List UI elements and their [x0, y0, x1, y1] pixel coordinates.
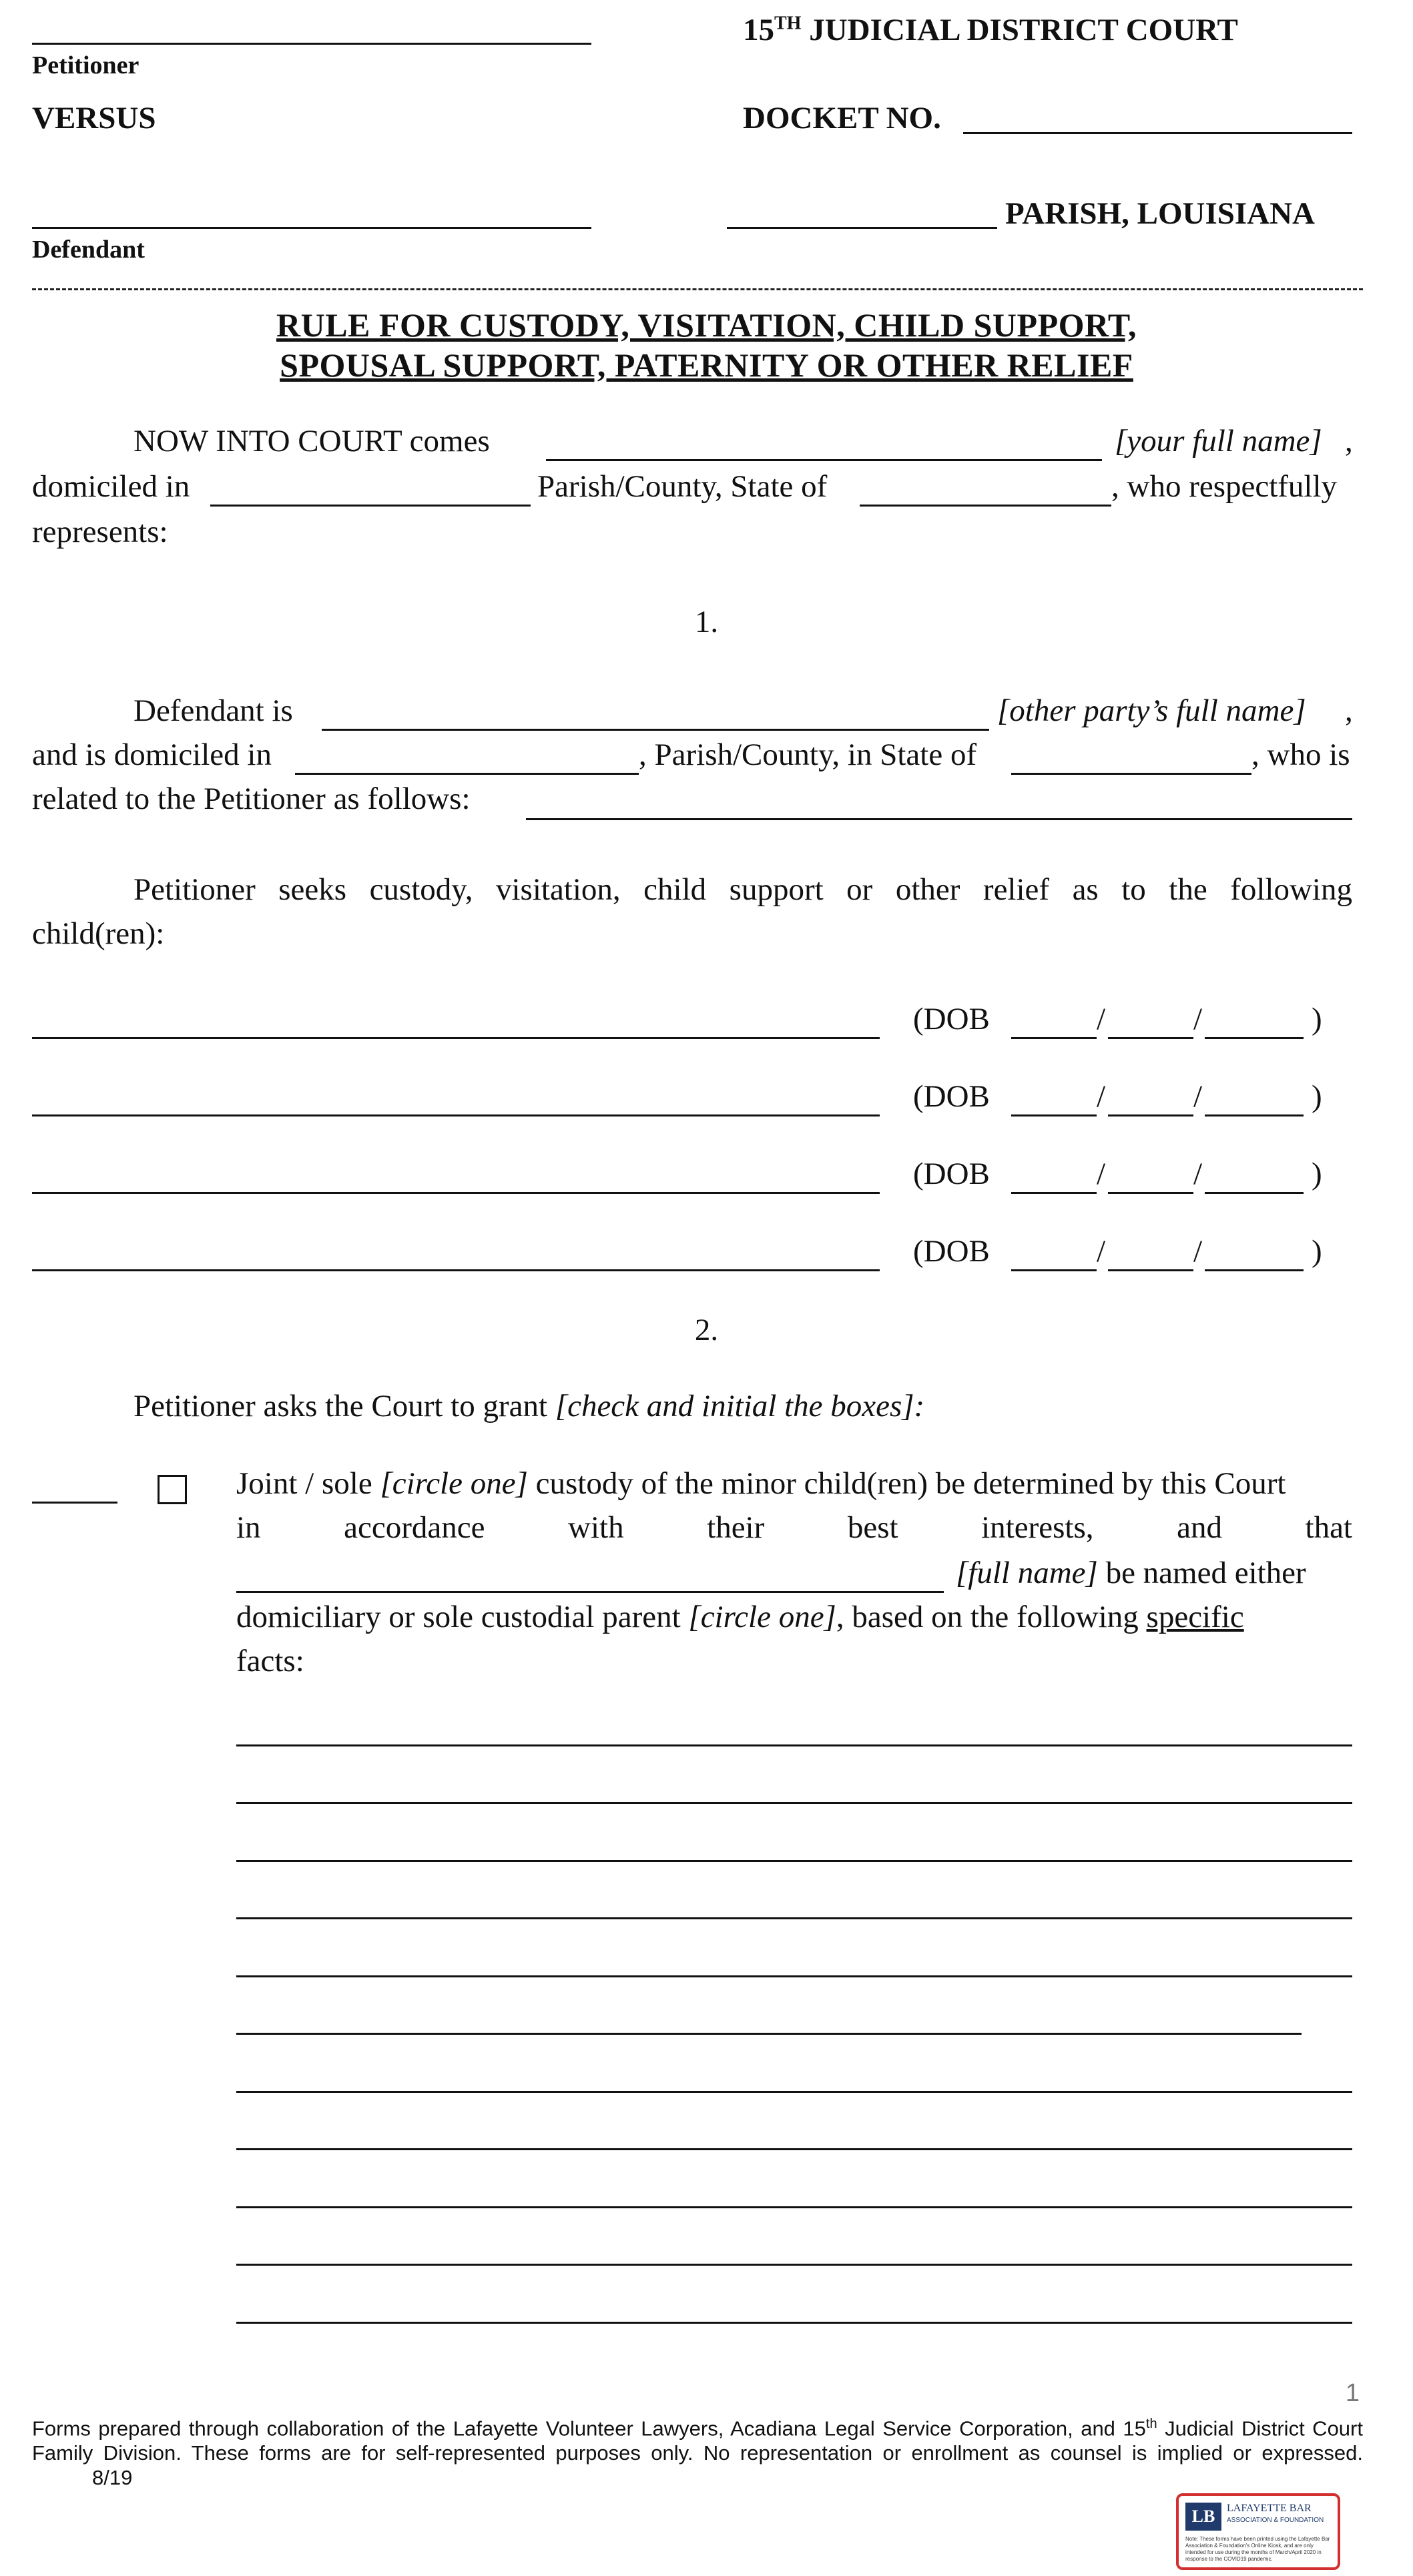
dob-month-line[interactable] — [1011, 1114, 1097, 1116]
facts-line[interactable] — [236, 2091, 1352, 2093]
represents-text: represents: — [32, 515, 168, 549]
be-named-text: be named either — [1105, 1556, 1306, 1590]
your-full-name-line[interactable] — [546, 459, 1102, 461]
full-name-hint: [full name] — [956, 1556, 1098, 1590]
initials-line[interactable] — [32, 1502, 117, 1504]
parish-louisiana-label: PARISH, LOUISIANA — [1005, 196, 1315, 231]
footer-text-1: Forms prepared through collaboration of the Lafayette Volunteer Lawyers, Acadiana Legal Service Corporation, and 15 — [32, 2417, 1146, 2441]
facts-line[interactable] — [236, 1860, 1352, 1862]
dob-label: (DOB — [913, 1002, 990, 1036]
dob-slash: / — [1097, 1157, 1106, 1191]
seeks-relief-text: Petitioner seeks custody, visitation, child support or other relief as to the following — [133, 872, 1352, 907]
court-title — [743, 12, 1238, 48]
other-party-name-line[interactable] — [322, 729, 989, 731]
child-name-line[interactable] — [32, 1192, 880, 1194]
header-divider — [32, 288, 1363, 290]
accordance-line — [236, 1510, 1352, 1546]
facts-line[interactable] — [236, 2322, 1352, 2324]
facts-line[interactable] — [236, 2264, 1352, 2266]
footer-sup: th — [1145, 2417, 1157, 2431]
defendant-label: Defendant — [32, 236, 145, 264]
comma-2: , — [1345, 693, 1353, 728]
dob-day-line[interactable] — [1108, 1269, 1193, 1271]
dob-label: (DOB — [913, 1157, 990, 1191]
accordance-word: in — [236, 1510, 261, 1545]
dob-close: ) — [1312, 1079, 1322, 1114]
facts-line[interactable] — [236, 2206, 1352, 2208]
defendant-is-text: Defendant is — [133, 693, 293, 728]
stamp-note: Note: These forms have been printed using the Lafayette Bar Association & Foundation's Online Kiosk, and are only intended for use during the months of March/April 2020 in response to the COVID19 pandemic. — [1185, 2536, 1330, 2562]
dob-slash: / — [1193, 1157, 1203, 1191]
dob-day-line[interactable] — [1108, 1114, 1193, 1116]
dob-slash: / — [1193, 1234, 1203, 1269]
facts-line[interactable] — [236, 1917, 1352, 1919]
parish-in-state-text: , Parish/County, in State of — [639, 737, 977, 772]
who-respectfully-text: , who respectfully — [1111, 469, 1338, 504]
accordance-word: interests, — [981, 1510, 1094, 1545]
accordance-word: that — [1305, 1510, 1352, 1545]
domicile-parish-line[interactable] — [210, 505, 531, 507]
dob-year-line[interactable] — [1205, 1192, 1304, 1194]
facts-line[interactable] — [236, 1975, 1352, 1977]
form-title-line1: RULE FOR CUSTODY, VISITATION, CHILD SUPPORT, — [276, 306, 1137, 344]
domiciliary-text: domiciliary or sole custodial parent — [236, 1600, 681, 1634]
court-number: 15 — [743, 13, 774, 47]
parish-county-state-text: Parish/County, State of — [537, 469, 828, 504]
domiciliary-line — [236, 1599, 1244, 1635]
dob-close: ) — [1312, 1002, 1322, 1036]
joint-sole-line — [236, 1466, 1286, 1502]
dob-slash: / — [1097, 1234, 1106, 1269]
dob-year-line[interactable] — [1205, 1114, 1304, 1116]
facts-line[interactable] — [236, 1802, 1352, 1804]
parish-name-line[interactable] — [727, 227, 997, 229]
defendant-name-line[interactable] — [32, 227, 591, 229]
based-on-text: , based on the following — [836, 1600, 1139, 1634]
dob-month-line[interactable] — [1011, 1037, 1097, 1039]
who-is-text: , who is — [1251, 737, 1350, 772]
footer-date: 8/19 — [92, 2466, 133, 2490]
accordance-word: their — [707, 1510, 765, 1545]
your-full-name-hint: [your full name] — [1115, 424, 1322, 458]
facts-label: facts: — [236, 1644, 304, 1678]
specific-text: specific — [1146, 1600, 1244, 1634]
dob-close: ) — [1312, 1234, 1322, 1269]
check-initial-hint: [check and initial the boxes]: — [555, 1389, 925, 1423]
relationship-line[interactable] — [526, 818, 1352, 820]
form-title-line2: SPOUSAL SUPPORT, PATERNITY OR OTHER RELIEF — [280, 346, 1133, 384]
defendant-state-line[interactable] — [1011, 773, 1251, 775]
asks-court-plain: Petitioner asks the Court to grant — [133, 1389, 548, 1423]
dob-slash: / — [1097, 1002, 1106, 1036]
facts-line[interactable] — [236, 1744, 1352, 1746]
full-name-line — [956, 1555, 1306, 1591]
dob-year-line[interactable] — [1205, 1269, 1304, 1271]
accordance-word: best — [847, 1510, 898, 1545]
child-name-line[interactable] — [32, 1037, 880, 1039]
child-name-line[interactable] — [32, 1269, 880, 1271]
lafayette-bar-stamp — [1176, 2493, 1340, 2570]
petitioner-label: Petitioner — [32, 51, 139, 79]
accordance-word: with — [568, 1510, 624, 1545]
custodial-parent-name-line[interactable] — [236, 1591, 944, 1593]
now-into-court-text: NOW INTO COURT comes — [133, 424, 490, 458]
dob-year-line[interactable] — [1205, 1037, 1304, 1039]
accordance-word: accordance — [344, 1510, 485, 1545]
dob-close: ) — [1312, 1157, 1322, 1191]
court-superscript: TH — [774, 13, 802, 34]
custody-text: custody of the minor child(ren) be determined by this Court — [535, 1466, 1286, 1501]
comma-1: , — [1345, 424, 1353, 458]
footer-text-2: Judicial District Court Family Division. These forms are for self-represented purposes only. No representation or enrollment as counsel is implied or expressed. — [32, 2417, 1363, 2465]
lafayette-bar-org — [1227, 2503, 1324, 2527]
org-line-2: ASSOCIATION & FOUNDATION — [1227, 2517, 1324, 2524]
dob-month-line[interactable] — [1011, 1192, 1097, 1194]
versus-label: VERSUS — [32, 101, 156, 135]
joint-sole-text: Joint / sole — [236, 1466, 372, 1501]
asks-court-text — [133, 1388, 924, 1424]
docket-label: DOCKET NO. — [743, 101, 941, 135]
child-name-line[interactable] — [32, 1114, 880, 1116]
facts-line[interactable] — [236, 2148, 1352, 2150]
other-party-hint: [other party’s full name] — [997, 693, 1306, 728]
children-label: child(ren): — [32, 916, 165, 951]
and-is-domiciled-text: and is domiciled in — [32, 737, 272, 772]
accordance-word: and — [1177, 1510, 1222, 1545]
domicile-state-line[interactable] — [860, 505, 1111, 507]
custody-checkbox[interactable] — [158, 1475, 187, 1504]
domiciled-in-text: domiciled in — [32, 469, 190, 504]
dob-day-line[interactable] — [1108, 1192, 1193, 1194]
related-to-text: related to the Petitioner as follows: — [32, 781, 471, 816]
docket-number-line[interactable] — [963, 132, 1352, 134]
lafayette-bar-logo: LB — [1185, 2503, 1221, 2531]
dob-slash: / — [1193, 1002, 1203, 1036]
circle-one-hint-2: [circle one] — [688, 1600, 836, 1634]
dob-label: (DOB — [913, 1079, 990, 1114]
org-line-1: LAFAYETTE BAR — [1227, 2503, 1312, 2514]
dob-slash: / — [1097, 1079, 1106, 1114]
court-name: JUDICIAL DISTRICT COURT — [801, 13, 1238, 47]
dob-day-line[interactable] — [1108, 1037, 1193, 1039]
defendant-domicile-line[interactable] — [295, 773, 639, 775]
petitioner-name-line[interactable] — [32, 43, 591, 45]
circle-one-hint: [circle one] — [380, 1466, 528, 1501]
facts-line[interactable] — [236, 2033, 1302, 2035]
dob-slash: / — [1193, 1079, 1203, 1114]
footer-disclaimer — [32, 2412, 1363, 2490]
page-number: 1 — [1345, 2379, 1360, 2407]
dob-label: (DOB — [913, 1234, 990, 1269]
dob-month-line[interactable] — [1011, 1269, 1097, 1271]
section-1-number: 1. — [694, 605, 719, 639]
section-2-number: 2. — [694, 1313, 719, 1347]
